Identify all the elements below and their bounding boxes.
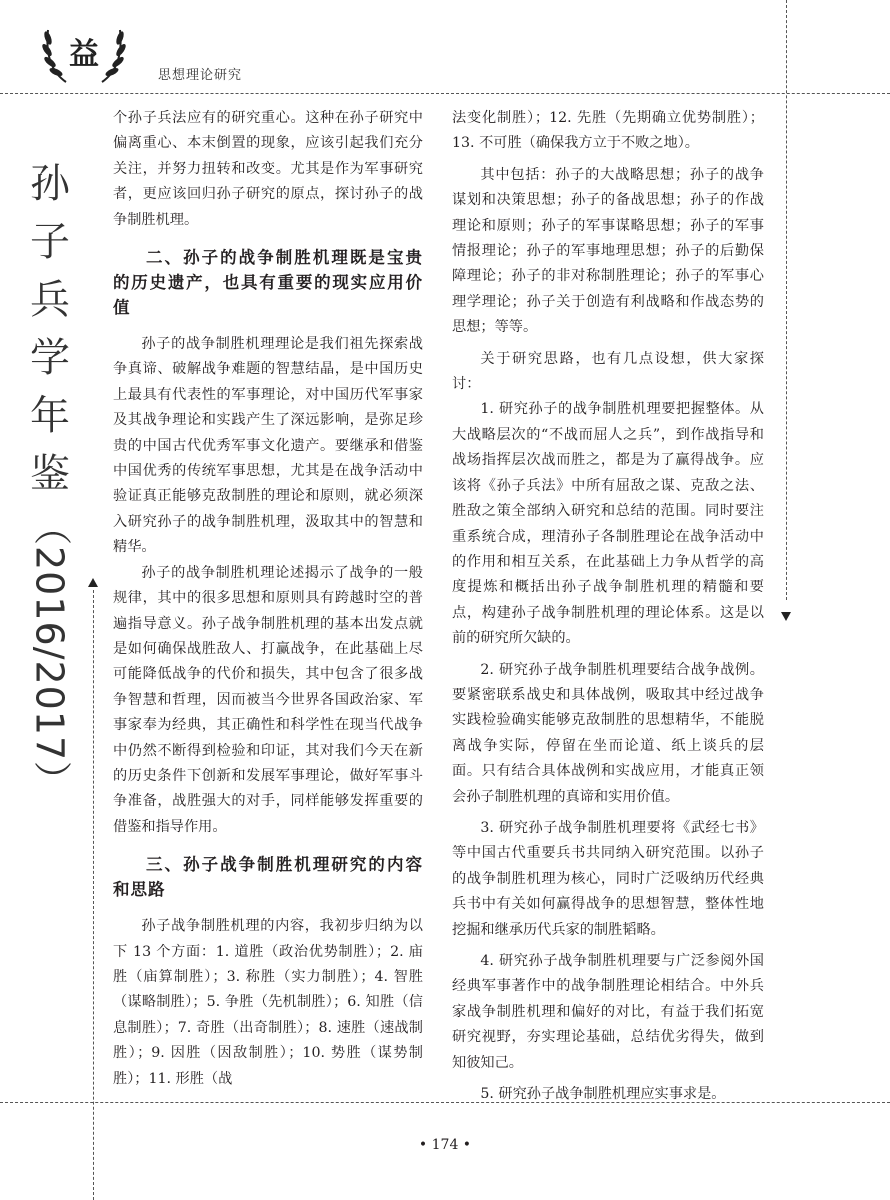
laurel-logo-icon bbox=[36, 12, 132, 90]
paragraph: 2. 研究孙子战争制胜机理要结合战争战例。要紧密联系战史和具体战例，吸取其中经过战争实践检验确实能够克敌制胜的思想精华，不能脱离战争实际，停留在坐而论道、纸上谈兵的层面。只有结合具体战例和实战应用，才能真正领会孙子制胜机理的真谛和实用价值。 bbox=[452, 661, 764, 805]
paragraph: 孙子战争制胜机理的内容，我初步归纳为以下 13 个方面：1. 道胜（政治优势制胜）；2. 庙胜（庙算制胜）；3. 称胜（实力制胜）；4. 智胜（谋略制胜）；5. 争胜（先机制胜）；6. 知胜（信息制胜）；7. 奇胜（出奇制胜）；8. 速胜（速战制胜）；9. 因胜（因敌制胜）；10. 势胜（谋势制胜）；11. 形胜（战 bbox=[113, 918, 423, 1087]
side-title-chars: 孙子兵学年鉴 bbox=[30, 161, 70, 497]
side-title bbox=[22, 155, 78, 800]
paragraph: 孙子的战争制胜机理理论是我们祖先探索战争真谛、破解战争难题的智慧结晶，是中国历史上最具有代表性的军事理论，对中国历代军事家及其战争理论和实践产生了深远影响，是弥足珍贵的中国古代优秀军事文化遗产。要继承和借鉴中国优秀的传统军事思想，尤其是在战争活动中验证真正能够克敌制胜的理论和原则，就必须深入研究孙子的战争制胜机理，汲取其中的智慧和精华。 bbox=[113, 336, 423, 556]
paragraph: 4. 研究孙子战争制胜机理要与广泛参阅外国经典军事著作中的战争制胜理论相结合。中外兵家战争制胜机理和偏好的对比，有益于我们拓宽研究视野，夯实理论基础，总结优劣得失，做到知彼知己。 bbox=[452, 953, 764, 1071]
right-vertical-rule bbox=[786, 0, 787, 600]
paragraph: 法变化制胜）；12. 先胜（先期确立优势制胜）；13. 不可胜（确保我方立于不败之地）。 bbox=[452, 110, 764, 152]
left-vertical-rule bbox=[93, 590, 94, 1200]
section-heading: 三、孙子战争制胜机理研究的内容和思路 bbox=[113, 855, 423, 900]
side-title-year: （2016/2017） bbox=[27, 507, 72, 801]
right-column bbox=[452, 106, 764, 1107]
page-number: • 174 • bbox=[418, 1137, 472, 1153]
paragraph: 关于研究思路，也有几点设想，供大家探讨： bbox=[452, 350, 764, 393]
paragraph: 3. 研究孙子战争制胜机理要将《武经七书》等中国古代重要兵书共同纳入研究范围。以孙子的战争制胜机理为核心，同时广泛吸纳历代经典兵书中有关如何赢得战争的思想智慧，整体性地挖掘和继承历代兵家的制胜韬略。 bbox=[452, 819, 764, 938]
left-column bbox=[113, 106, 423, 1092]
logo-glyph: 益 bbox=[69, 37, 99, 72]
up-triangle-icon bbox=[88, 578, 98, 587]
paragraph: 孙子的战争制胜机理论述揭示了战争的一般规律，其中的很多思想和原则具有跨越时空的普遍指导意义。孙子战争制胜机理的基本出发点就是如何确保战胜敌人、打赢战争，在此基础上尽可能降低战争的代价和损失，其中包含了很多战争智慧和哲理，因而被当今世界各国政治家、军事家奉为经典，其正确性和科学性在现当代战争中仍然不断得到检验和印证，其对我们今天在新的历史条件下创新和发展军事理论，做好军事斗争准备，战胜强大的对手，同样能够发挥重要的借鉴和指导作用。 bbox=[113, 564, 423, 835]
paragraph: 5. 研究孙子战争制胜机理应实事求是。 bbox=[480, 1086, 726, 1103]
section-label: 思想理论研究 bbox=[158, 68, 243, 83]
top-divider bbox=[0, 93, 890, 94]
section-heading: 二、孙子的战争制胜机理既是宝贵的历史遗产，也具有重要的现实应用价值 bbox=[113, 248, 423, 318]
paragraph: 个孙子兵法应有的研究重心。这种在孙子研究中偏离重心、本末倒置的现象，应该引起我们充分关注，并努力扭转和改变。尤其是作为军事研究者，更应该回归孙子研究的原点，探讨孙子的战争制胜机理。 bbox=[113, 110, 423, 228]
down-triangle-icon bbox=[781, 612, 791, 621]
paragraph: 其中包括：孙子的大战略思想；孙子的战争谋划和决策思想；孙子的备战思想；孙子的作战理论和原则；孙子的军事谋略思想；孙子的军事情报理论；孙子的军事地理思想；孙子的后勤保障理论；孙子的非对称制胜理论；孙子的军事心理学理论；孙子关于创造有利战略和作战态势的思想；等等。 bbox=[452, 166, 764, 336]
paragraph: 1. 研究孙子的战争制胜机理要把握整体。从大战略层次的“不战而屈人之兵”，到作战指导和战场指挥层次战而胜之，都是为了赢得战争。应该将《孙子兵法》中所有屈敌之谋、克敌之法、胜敌之策全部纳入研究和总结的范围。同时要注重系统合成，理清孙子各制胜理论在战争活动中的作用和相互关系，在此基础上力争从哲学的高度提炼和概括出孙子战争制胜机理的精髓和要点，构建孙子战争制胜机理的理论体系。这是以前的研究所欠缺的。 bbox=[452, 401, 764, 647]
